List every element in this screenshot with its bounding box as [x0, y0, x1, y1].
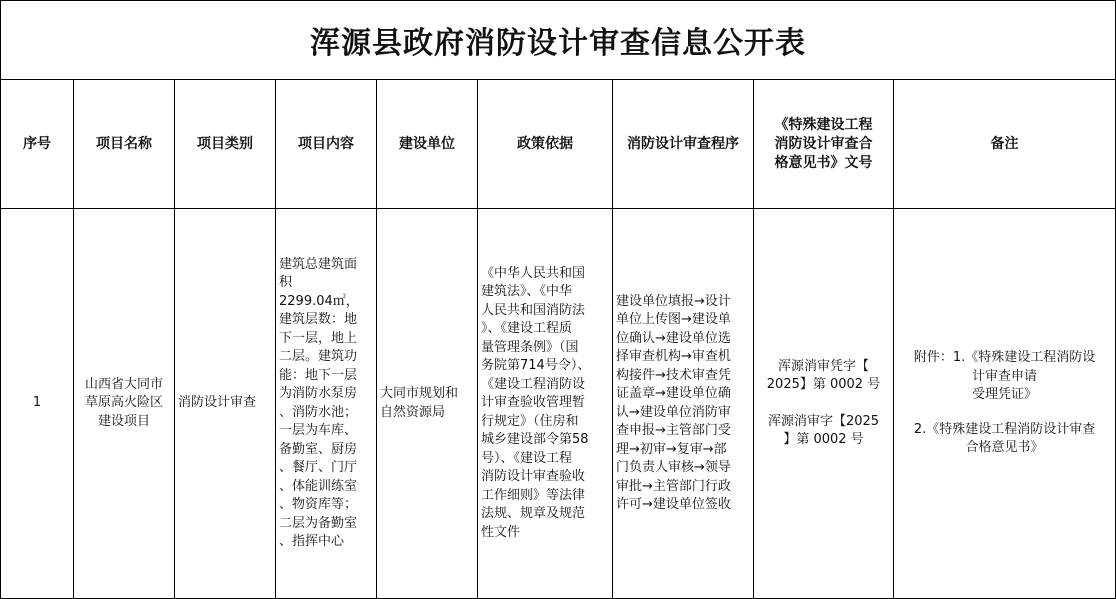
cell-policy-basis: 《中华人民共和国 建筑法》、《中华 人民共和国消防法 》、《建设工程质 量管理条例》（国 务院第714号令）、 《建设工程消防设 计审查验收管理暂 行规定》（住房和 城乡建设部令第58 号）、《建设工程 消防设计审查验收 工作细则》等法律 法规、规章及规范 性文件 — [478, 209, 613, 599]
header-seq: 序号 — [1, 80, 74, 209]
remarks-attachment-1: 附件：1.《特殊建设工程消防设 计审查申请 受理凭证》 — [913, 350, 1096, 403]
header-project-type: 项目类别 — [175, 80, 276, 209]
header-review-procedure: 消防设计审查程序 — [613, 80, 754, 209]
remarks-attachment-2: 2.《特殊建设工程消防设计审查 合格意见书》 — [913, 421, 1096, 456]
cell-project-name: 山西省大同市 草原高火险区 建设项目 — [74, 209, 175, 599]
cell-project-content: 建筑总建筑面 积 2299.04㎡， 建筑层数：地 下一层，地上 二层。建筑功 能：地下一层 为消防水泵房 、消防水池； 一层为车库、 备勤室、厨房 、餐厅、门厅 、体能训练室 、物资库等； 二层为备勤室 、指挥中心 — [276, 209, 377, 599]
header-project-name: 项目名称 — [74, 80, 175, 209]
cell-review-procedure: 建设单位填报→设计 单位上传图→建设单 位确认→建设单位选 择审查机构→审查机 构接件→技术审查凭 证盖章→建设单位确 认→建设单位消防审 查申报→主管部门受 理→初审→复审→部 门负责人审核→领导 审批→主管部门行政 许可→建设单位签收 — [613, 209, 754, 599]
cell-opinion-number — [754, 209, 894, 599]
cell-remarks — [894, 209, 1116, 599]
header-row — [1, 80, 1116, 209]
opinion-number-certificate: 浑源消审凭字【 2025】第 0002 号 — [766, 358, 881, 393]
cell-builder: 大同市规划和 自然资源局 — [377, 209, 478, 599]
table-row — [1, 209, 1116, 599]
header-remarks: 备注 — [894, 80, 1116, 209]
header-project-content: 项目内容 — [276, 80, 377, 209]
header-builder: 建设单位 — [377, 80, 478, 209]
opinion-number-approval: 浑源消审字【2025 】第 0002 号 — [767, 413, 880, 448]
cell-seq: 1 — [1, 209, 74, 599]
header-policy-basis: 政策依据 — [478, 80, 613, 209]
header-opinion-number: 《特殊建设工程 消防设计审查合 格意见书》文号 — [754, 80, 894, 209]
cell-project-type: 消防设计审查 — [175, 209, 276, 599]
page-title: 浑源县政府消防设计审查信息公开表 — [1, 1, 1116, 80]
